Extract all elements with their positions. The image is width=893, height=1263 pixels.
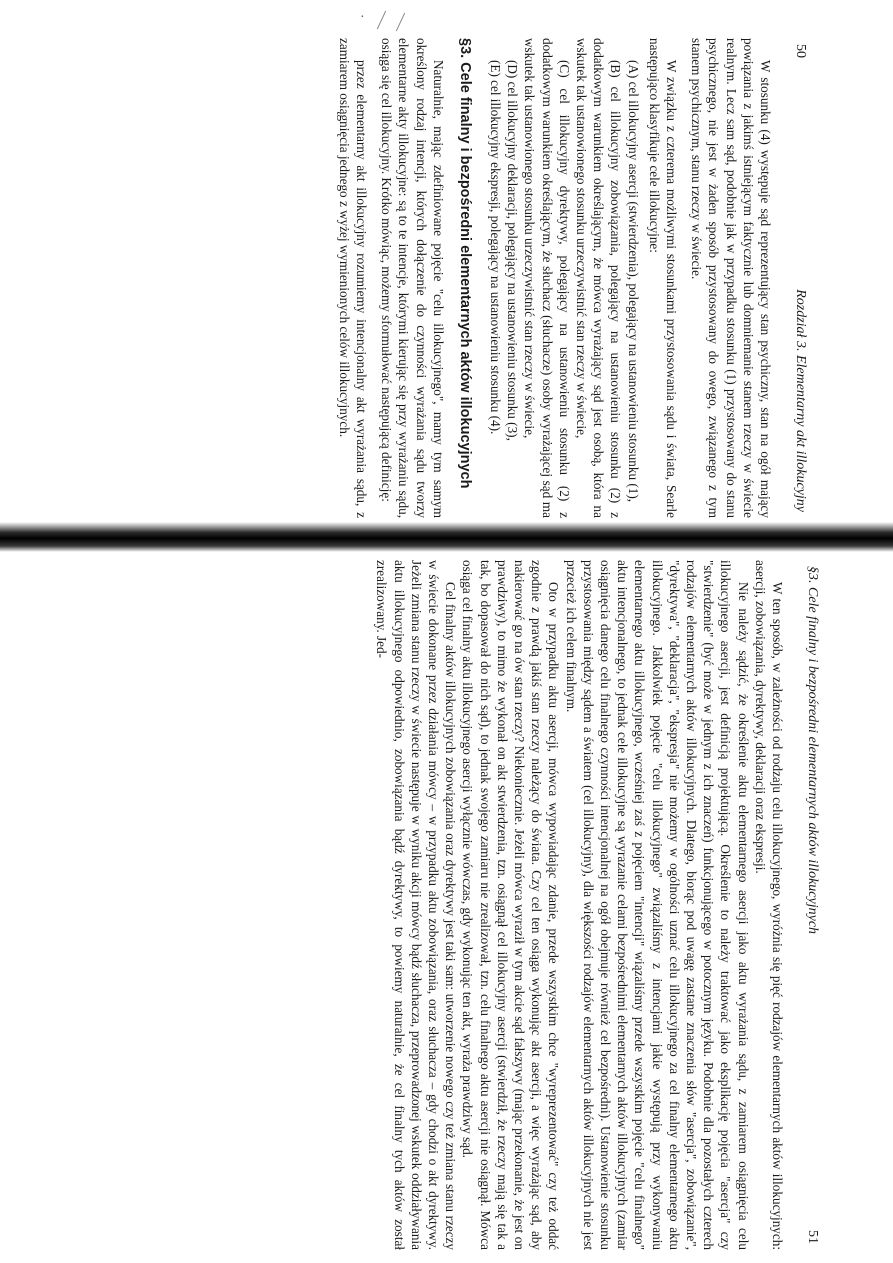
left-page-number: 50 [793, 44, 808, 58]
right-paragraph: W ten sposób, w zależności od rodzaju celu illokucyjnego, wyróżnia się pięć rodzajów elementarnych aktów illokucyjnych: asercji, zobowiązania, dyrektywy, deklaracji oraz ekspresji. [752, 560, 785, 1250]
book-gutter-shadow [0, 522, 893, 552]
definition-paragraph: przez elementarny akt illokucyjny rozumiemy intencjonalny akt wyrażania sądu, z zamiarem osiągnięcia jednego z wyżej wymienionych celów illokucyjnych. [336, 38, 369, 518]
left-paragraph: W stosunku (4) występuje sąd reprezentujący stan psychiczny, stan na ogół mający powiązania z jakimś istniejącym faktycznie lub domniemanie stanem rzeczy w świecie realnym. Lecz sam sąd, podobnie jak w przypadku stosunku (1) przystosowany do stanu psychicznego, nie jest w żaden sposób przystosowany do owego, związanego z tym stanem psychicznym, stanu rzeczy w świecie. [689, 38, 773, 518]
pencil-mark [396, 13, 405, 32]
left-paragraph: W związku z czterema możliwymi stosunkami przystosowania sądu i świata, Searle następująco klasyfikuje cele illokucyjne: [646, 38, 679, 518]
right-page [30, 560, 820, 1250]
list-item: (D) cel illokucyjny deklaracji, polegający na ustanowieniu stosunku (3), [505, 60, 521, 441]
list-item: (A) cel illokucyjny asercji (stwierdzenia), polegający na ustanowieniu stosunku (1), [625, 60, 641, 503]
scan-mark: · [360, 10, 365, 25]
left-page-header [792, 38, 808, 518]
right-running-head: §3. Cele finalny i bezpośredni elementarnych aktów illokucyjnych [805, 566, 820, 935]
right-page-header [804, 560, 820, 1250]
right-paragraph: Nie należy sądzić, że określenie aktu elementarnego asercji jako aktu wyrażania sądu, z zamiarem osiągnięcia celu illokucyjnego asercji, jest definicją projektującą. Określenie to należy traktować jako eksplikację pojęcia "asercja" czy "stwierdzenie" (być może w jednym z ich znaczeń) funkcjonującego w potocznym języku. Podobnie dla pozostałych czterech rodzajów elementarnych aktów illokucyjnych. Dlatego, biorąc pod uwagę zastane znaczenia słów "asercja", zobowiązanie", "dyrektywa", "deklaracja", "ekspresja" nie możemy w ogólności uznać celu illokucyjnego za cel finalny elementarnego aktu illokucyjnego. Jakkolwiek pojęcie "celu illokucyjnego" związaliśmy z intencjami jakie występują przy wykonywaniu elementarnego aktu illokucyjnego, wcześniej zaś z pojęciem "intencji" wiązaliśmy przede wszystkim pojęcie "celu finalnego" aktu intencjonalnego, to jednak cele illokucyjne są wyrazanie celami bezpośrednimi elementarnych aktów illokucyjnych (zamiar osiągnięcia danego celu finalnego czynności intencjonalnej na ogół obejmuje również cel bezpośredni). Ustanowienie stosunku przystosowania między sądem a światem (cel illokucyjny), dla większości rodzajów elementarnych aktów illokucyjnych nie jest przecież ich celem finalnym. [563, 560, 751, 1250]
illocutionary-goals-list [487, 38, 642, 518]
left-page [94, 38, 808, 518]
section-paragraph: Naturalnie, mając zdefiniowane pojęcie "celu illokucyjnego", mamy tym samym określony rodzaj intencji, których dołączenie do czynności wyrażania sądu tworzy elementarne akty illokucyjne: są to te intencje, którymi kierując się przy wyrażaniu sądu, osiąga się cel illokucyjny. Krótko mówiąc, możemy sformułować następującą definicję: [379, 38, 446, 518]
pencil-mark [377, 11, 386, 30]
section-heading: §3. Cele finalny i bezpośredni elementarnych aktów illokucyjnych [456, 38, 473, 489]
right-paragraph: Oto w przypadku aktu asercji, mówca wypowiadając zdanie, przede wszystkim chce "wyreprezentować" czy też oddać zgodnie z prawdą jakiś stan rzeczy należący do świata. Czy cel ten osiąga wykonując akt asercji, a więc wyrażając sąd, aby nakierować go na ów stan rzeczy? Niekoniecznie. Jeżeli mówca wyraził w tym akcie sąd fałszywy (mając przekonanie, że jest on prawdziwy), to mimo że wykonał on akt stwierdzenia, tzn. osiągnął cel illokucyjny asercji (stwierdził, że rzeczy mają się tak a tak, bo dopasował do nich sąd), to jednak swojego zamiaru nie zrealizował, tzn. celu finalnego aktu asercji nie osiągnął. Mówca osiąga cel finalny aktu illokucyjnego asercji wyłącznie wówczas, gdy wykonując ten akt, wyraża prawdziwy sąd. [460, 560, 562, 1250]
list-item: (B) cel illokucyjny zobowiązania, polegający na ustanowieniu stosunku (2) z dodatkowym warunkiem określającym, że mówca wyrażający sąd jest osobą, która na wskutek tak ustanowionego stosunku urzeczywistnić stan rzeczy w świecie, [573, 38, 624, 518]
right-paragraph: Cel finalny aktów illokucyjnych zobowiązania oraz dyrektywy jest taki sam: utworzenie nowego czy też zmiana stanu rzeczy w świecie dokonane przez działania mówcy – w przypadku aktu zobowiązania, oraz słuchacza – gdy chodzi o akt dyrektywy. Jeżeli zmiana stanu rzeczy w świecie następuje w wyniku akcji mówcy bądź słuchacza, przeprowadzonej wskutek oddziaływania aktu illokucyjnego odpowiednio, zobowiązania bądź dyrektywy, to powiemy naturalnie, że cel finalny tych aktów został zrealizowany. Jed- [374, 560, 459, 1250]
list-item: (E) cel illokucyjny ekspresji, polegający na ustanowieniu stosunku (4). [487, 60, 503, 435]
list-item: (C) cel illokucyjny dyrektywy, polegający na ustanowieniu stosunku (2) z dodatkowym warunkiem określającym, że słuchacz (słuchacze) osoby wyrażającej sąd ma wskutek tak ustanowionego stosunku urzeczywistnić stan rzeczy w świecie, [522, 38, 572, 518]
left-running-head: Rozdział 3. Elementarny akt illokucyjny [793, 289, 808, 512]
right-page-number: 51 [805, 1230, 820, 1244]
